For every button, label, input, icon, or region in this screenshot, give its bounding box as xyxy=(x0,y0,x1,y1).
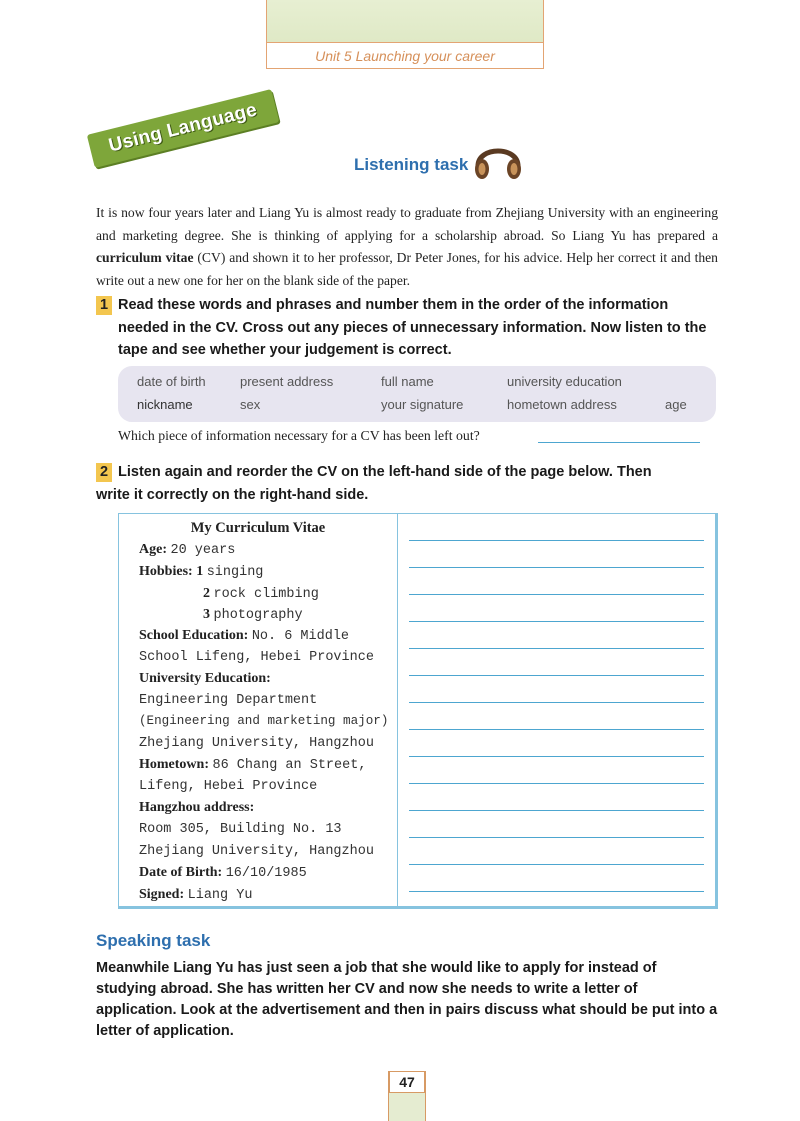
writing-line[interactable] xyxy=(409,837,704,838)
word-item: age xyxy=(665,397,687,412)
cv-university-line: (Engineering and marketing major) xyxy=(139,714,389,728)
writing-line[interactable] xyxy=(409,540,704,541)
word-item: sex xyxy=(240,397,261,412)
writing-line[interactable] xyxy=(409,891,704,892)
cv-title: My Curriculum Vitae xyxy=(190,520,326,536)
writing-line[interactable] xyxy=(409,702,704,703)
word-item: nickname xyxy=(137,397,193,412)
cv-date-of-birth: Date of Birth: 16/10/1985 xyxy=(139,865,307,881)
cv-hometown: Hometown: 86 Chang an Street, xyxy=(139,757,367,773)
writing-line[interactable] xyxy=(409,648,704,649)
speaking-task-title: Speaking task xyxy=(96,931,211,950)
answer-line[interactable] xyxy=(538,442,700,443)
missing-info-question: Which piece of information necessary for a CV has been left out? xyxy=(118,428,480,443)
task-1-instructions: 1 Read these words and phrases and number them in the order of the information needed in the CV. Cross out any pieces of unnecessary information. Now listen to the tape and see whether your judgement is correct. xyxy=(96,294,726,362)
page-number-tab xyxy=(388,1071,426,1121)
cv-signed: Signed: Liang Yu xyxy=(139,887,253,903)
cv-university-line: Engineering Department xyxy=(139,693,318,708)
task-2-instructions: 2 Listen again and reorder the CV on the left-hand side of the page below. Then write it correctly on the right-hand side. xyxy=(96,464,652,503)
headphones-icon xyxy=(470,136,526,184)
cv-hangzhou-address: Hangzhou address: xyxy=(139,800,255,815)
word-box xyxy=(118,366,716,422)
unit-header-tab xyxy=(266,0,544,69)
cv-hobbies: Hobbies: 1 singing xyxy=(139,564,264,580)
banner-label: Using Language xyxy=(106,99,260,157)
listening-intro: It is now four years later and Liang Yu is almost ready to graduate from Zhejiang University with an engineering and marketing degree. She is thinking of applying for a scholarship abroad. So Liang Yu has prepared a curriculum vitae (CV) and shown it to her professor, Dr Peter Jones, for his advice. Help her correct it and then write out a new one for her on the blank side of the paper. xyxy=(96,205,718,288)
cv-university: University Education: xyxy=(139,671,271,686)
speaking-task-text: Meanwhile Liang Yu has just seen a job that she would like to apply for instead of studying abroad. She has written her CV and now she needs to write a letter of application. Look at the advertisement and then in pairs discuss what should be put into a letter of application. xyxy=(96,960,718,1039)
writing-line[interactable] xyxy=(409,783,704,784)
word-item: university education xyxy=(507,374,622,389)
cv-hangzhou-line: Room 305, Building No. 13 xyxy=(139,822,342,837)
page-number: 47 xyxy=(389,1071,425,1093)
writing-line[interactable] xyxy=(409,594,704,595)
writing-line[interactable] xyxy=(409,729,704,730)
word-item: full name xyxy=(381,374,434,389)
header-texture xyxy=(267,0,543,43)
cv-school: School Education: No. 6 Middle xyxy=(139,628,350,644)
unit-label: Unit 5 Launching your career xyxy=(315,48,495,64)
writing-line[interactable] xyxy=(409,621,704,622)
word-item: your signature xyxy=(381,397,464,412)
writing-line[interactable] xyxy=(409,675,704,676)
writing-line[interactable] xyxy=(409,756,704,757)
cv-hobby: 3 photography xyxy=(203,607,303,623)
cv-original xyxy=(119,514,398,906)
cv-worksheet xyxy=(118,513,718,909)
cv-hobby: 2 rock climbing xyxy=(203,586,319,602)
word-item: present address xyxy=(240,374,334,389)
cv-age: Age: 20 years xyxy=(139,542,236,558)
writing-line[interactable] xyxy=(409,864,704,865)
word-item: date of birth xyxy=(137,374,206,389)
listening-task-title: Listening task xyxy=(354,155,469,174)
cv-school-cont: School Lifeng, Hebei Province xyxy=(139,650,374,665)
cv-hometown-cont: Lifeng, Hebei Province xyxy=(139,779,318,794)
using-language-banner xyxy=(87,89,280,168)
writing-line[interactable] xyxy=(409,567,704,568)
task-2-number: 2 xyxy=(96,463,112,482)
writing-line[interactable] xyxy=(409,810,704,811)
cv-hangzhou-line: Zhejiang University, Hangzhou xyxy=(139,844,374,859)
task-1-number: 1 xyxy=(96,296,112,315)
cv-university-line: Zhejiang University, Hangzhou xyxy=(139,736,374,751)
word-item: hometown address xyxy=(507,397,617,412)
